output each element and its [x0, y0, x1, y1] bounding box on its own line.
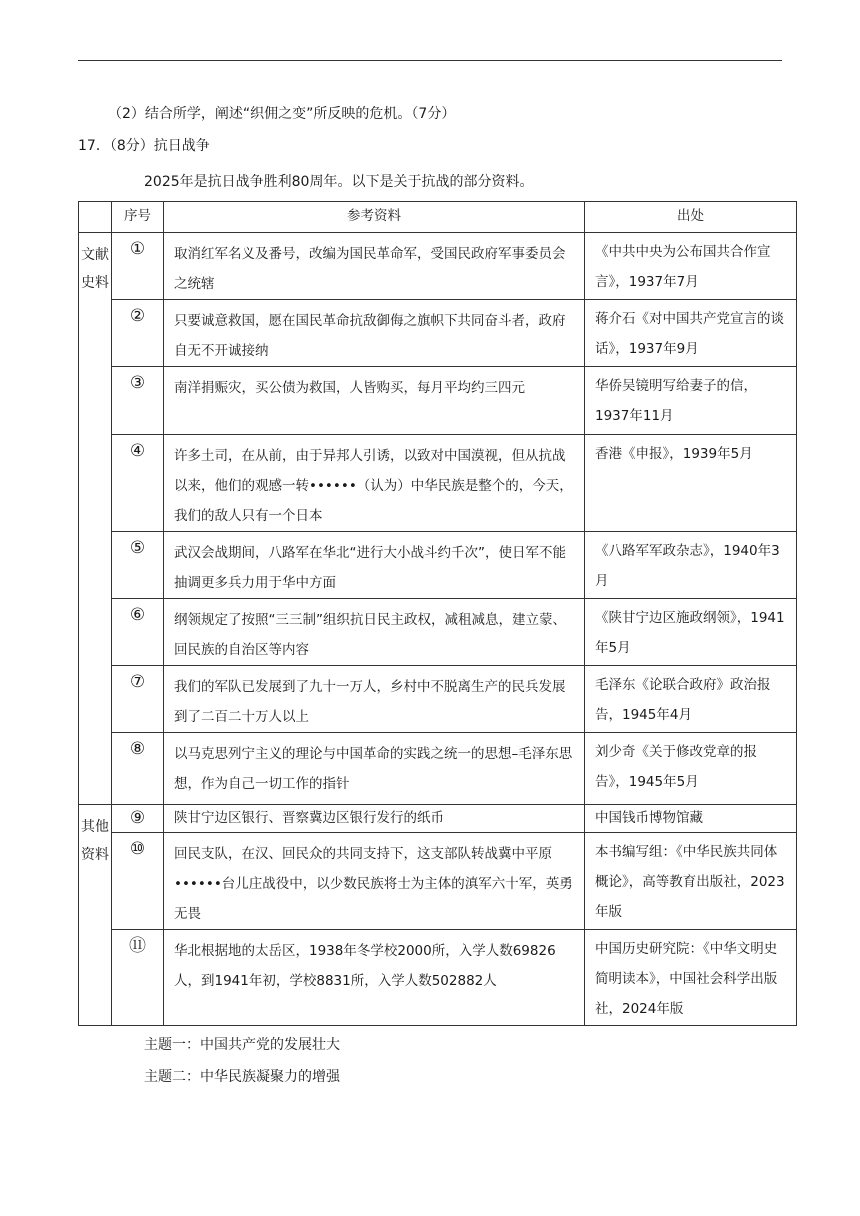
table-row	[79, 367, 797, 435]
row-source: 毛泽东《论联合政府》政治报告，1945年4月	[595, 677, 771, 723]
row-source: 《陕甘宁边区施政纲领》，1941年5月	[595, 610, 785, 656]
row-reference: 只要诚意救国，愿在国民革命抗敌御侮之旗帜下共同奋斗者，政府自无不开诚接纳	[174, 313, 566, 359]
header-rule	[78, 60, 782, 61]
row-source: 中国钱币博物馆藏	[595, 810, 703, 826]
question-2-text: （2）结合所学，阐述“织佣之变”所反映的危机。（7分）	[108, 106, 456, 122]
row-number: ⑤	[129, 538, 146, 558]
theme-one: 主题一：中国共产党的发展壮大	[144, 1037, 340, 1053]
section-other: 其他资料	[79, 805, 112, 1026]
row-source: 刘少奇《关于修改党章的报告》，1945年5月	[595, 744, 757, 790]
row-source: 华侨吴镜明写给妻子的信，1937年11月	[595, 378, 757, 424]
row-number: ③	[129, 373, 146, 393]
row-reference: 华北根据地的太岳区，1938年冬学校2000所，入学人数69826人，到1941年初，学校8831所，入学人数502882人	[174, 943, 556, 989]
row-number: ⑩	[129, 839, 146, 859]
row-source: 蒋介石《对中国共产党宣言的谈话》，1937年9月	[595, 311, 784, 357]
header-ref: 参考资料	[164, 202, 585, 233]
row-number: ①	[129, 239, 146, 259]
header-blank	[79, 202, 112, 233]
row-number: ⑨	[129, 808, 146, 828]
row-reference: 陕甘宁边区银行、晋察冀边区银行发行的纸币	[174, 810, 444, 826]
table-row	[79, 599, 797, 666]
row-reference: 许多土司，在从前，由于异邦人引诱，以致对中国漠视，但从抗战以来，他们的观感一转••••••（认为）中华民族是整个的，今天，我们的敌人只有一个日本	[174, 448, 573, 524]
row-source: 本书编写组：《中华民族共同体概论》，高等教育出版社，2023年版	[595, 844, 785, 920]
table-row	[79, 733, 797, 805]
table-row	[79, 833, 797, 930]
row-source: 《八路军军政杂志》，1940年3月	[595, 543, 780, 589]
sources-table	[78, 201, 797, 1026]
table-header-row	[79, 202, 797, 233]
row-reference: 我们的军队已发展到了九十一万人，乡村中不脱离生产的民兵发展到了二百二十万人以上	[174, 679, 566, 725]
row-number: ⑧	[129, 739, 146, 759]
row-number: ⑦	[129, 672, 146, 692]
table-row	[79, 805, 797, 833]
row-source: 《中共中央为公布国共合作宣言》，1937年7月	[595, 244, 771, 290]
theme-two: 主题二：中华民族凝聚力的增强	[144, 1069, 340, 1085]
row-reference: 南洋捐赈灾，买公债为救国，人皆购买，每月平均约三四元	[174, 380, 525, 396]
row-reference: 纲领规定了按照“三三制”组织抗日民主政权，减租减息，建立蒙、回民族的自治区等内容	[174, 612, 566, 658]
row-number: ⑥	[129, 605, 146, 625]
table-row	[79, 300, 797, 367]
question-17-intro: 2025年是抗日战争胜利80周年。以下是关于抗战的部分资料。	[144, 174, 534, 190]
header-no: 序号	[112, 202, 164, 233]
row-reference: 以马克思列宁主义的理论与中国革命的实践之统一的思想–毛泽东思想，作为自己一切工作的指针	[174, 746, 573, 792]
table-row	[79, 233, 797, 300]
row-reference: 取消红军名义及番号，改编为国民革命军，受国民政府军事委员会之统辖	[174, 246, 566, 292]
row-number: ⑪	[129, 936, 146, 956]
row-reference: 武汉会战期间，八路军在华北“进行大小战斗约千次”，使日军不能抽调更多兵力用于华中方面	[174, 545, 566, 591]
table-row	[79, 435, 797, 532]
table-row	[79, 930, 797, 1026]
row-number: ②	[129, 306, 146, 326]
row-source: 中国历史研究院：《中华文明史简明读本》，中国社会科学出版社，2024年版	[595, 941, 778, 1017]
row-number: ④	[129, 441, 146, 461]
question-17-title: 17．（8分）抗日战争	[78, 138, 210, 154]
row-source: 香港《申报》，1939年5月	[595, 446, 753, 462]
row-reference: 回民支队，在汉、回民众的共同支持下，这支部队转战冀中平原••••••台儿庄战役中，以少数民族将士为主体的滇军六十军，英勇无畏	[174, 846, 573, 922]
table-row	[79, 666, 797, 733]
section-documents: 文献史料	[79, 233, 112, 805]
header-source: 出处	[585, 202, 797, 233]
table-row	[79, 532, 797, 599]
